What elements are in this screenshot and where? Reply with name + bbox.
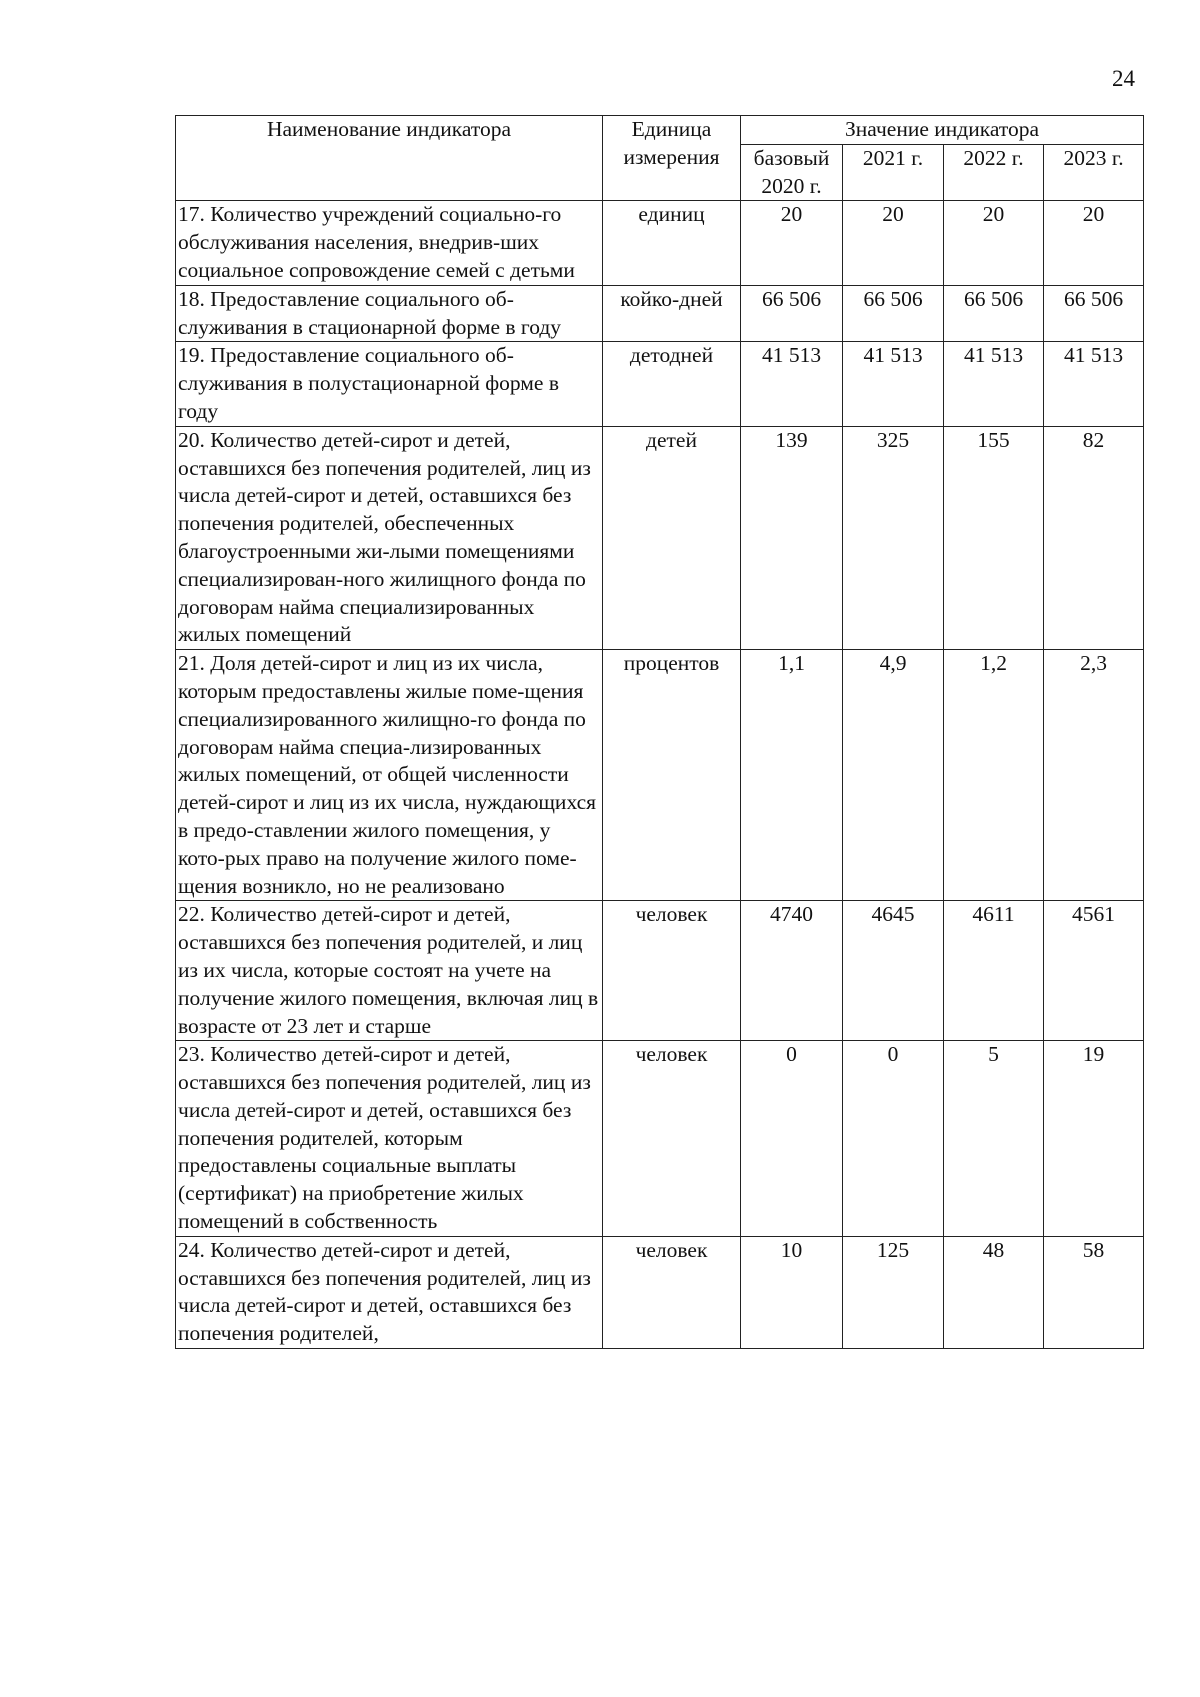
value-2022: 41 513	[944, 342, 1044, 426]
value-base: 139	[741, 426, 843, 649]
table-row	[176, 1236, 1144, 1348]
value-2022: 1,2	[944, 650, 1044, 901]
header-unit: Единица измерения	[603, 116, 741, 201]
table-row	[176, 901, 1144, 1041]
header-indicator-value: Значение индикатора	[741, 116, 1144, 145]
value-base: 20	[741, 201, 843, 285]
indicator-name: 22. Количество детей-сирот и детей, оставшихся без попечения родителей, и лиц из их числа, которые состоят на учете на получение жилого помещения, включая лиц в возрасте от 23 лет и старше	[176, 901, 603, 1041]
value-2022: 155	[944, 426, 1044, 649]
value-base: 66 506	[741, 285, 843, 342]
value-2023: 4561	[1044, 901, 1144, 1041]
header-year-2023: 2023 г.	[1044, 144, 1144, 201]
value-2021: 125	[843, 1236, 944, 1348]
table-row	[176, 201, 1144, 285]
value-2022: 5	[944, 1041, 1044, 1237]
value-2023: 66 506	[1044, 285, 1144, 342]
value-2022: 48	[944, 1236, 1044, 1348]
value-2021: 0	[843, 1041, 944, 1237]
value-2021: 41 513	[843, 342, 944, 426]
value-base: 0	[741, 1041, 843, 1237]
indicator-unit: человек	[603, 1236, 741, 1348]
value-2023: 82	[1044, 426, 1144, 649]
value-2021: 66 506	[843, 285, 944, 342]
indicator-unit: процентов	[603, 650, 741, 901]
header-year-2021: 2021 г.	[843, 144, 944, 201]
header-indicator-name: Наименование индикатора	[176, 116, 603, 201]
value-2023: 58	[1044, 1236, 1144, 1348]
indicators-table	[175, 115, 1144, 1349]
value-2023: 20	[1044, 201, 1144, 285]
indicator-unit: койко-дней	[603, 285, 741, 342]
table-row	[176, 650, 1144, 901]
value-2022: 66 506	[944, 285, 1044, 342]
value-2023: 41 513	[1044, 342, 1144, 426]
indicator-unit: человек	[603, 1041, 741, 1237]
value-2021: 325	[843, 426, 944, 649]
value-2021: 4,9	[843, 650, 944, 901]
indicator-name: 18. Предоставление социального об-служивания в стационарной форме в году	[176, 285, 603, 342]
page-number: 24	[1112, 66, 1135, 91]
indicator-name: 20. Количество детей-сирот и детей, оставшихся без попечения родителей, лиц из числа детей-сирот и детей, оставшихся без попечения родителей, обеспеченных благоустроенными жи-лыми помещениями специализирован-ного жилищного фонда по договорам найма специализированных жилых помещений	[176, 426, 603, 649]
header-year-base: базовый 2020 г.	[741, 144, 843, 201]
table-header-row	[176, 116, 1144, 145]
indicator-name: 19. Предоставление социального об-служивания в полустационарной форме в году	[176, 342, 603, 426]
table-row	[176, 426, 1144, 649]
header-year-2022: 2022 г.	[944, 144, 1044, 201]
indicator-unit: человек	[603, 901, 741, 1041]
indicator-name: 21. Доля детей-сирот и лиц из их числа, которым предоставлены жилые поме-щения специализированного жилищно-го фонда по договорам найма специа-лизированных жилых помещений, от общей численности детей-сирот и лиц из их числа, нуждающихся в предо-ставлении жилого помещения, у кото-рых право на получение жилого поме-щения возникло, но не реализовано	[176, 650, 603, 901]
value-2021: 4645	[843, 901, 944, 1041]
value-2022: 20	[944, 201, 1044, 285]
value-2023: 2,3	[1044, 650, 1144, 901]
value-base: 41 513	[741, 342, 843, 426]
table-row	[176, 1041, 1144, 1237]
indicator-name: 24. Количество детей-сирот и детей, оставшихся без попечения родителей, лиц из числа детей-сирот и детей, оставшихся без попечения родителей,	[176, 1236, 603, 1348]
value-base: 4740	[741, 901, 843, 1041]
indicator-unit: детей	[603, 426, 741, 649]
value-base: 1,1	[741, 650, 843, 901]
indicator-name: 23. Количество детей-сирот и детей, оставшихся без попечения родителей, лиц из числа детей-сирот и детей, оставшихся без попечения родителей, которым предоставлены социальные выплаты (сертификат) на приобретение жилых помещений в собственность	[176, 1041, 603, 1237]
indicator-unit: единиц	[603, 201, 741, 285]
indicator-name: 17. Количество учреждений социально-го обслуживания населения, внедрив-ших социальное сопровождение семей с детьми	[176, 201, 603, 285]
table-row	[176, 342, 1144, 426]
value-2022: 4611	[944, 901, 1044, 1041]
value-2021: 20	[843, 201, 944, 285]
value-2023: 19	[1044, 1041, 1144, 1237]
table-row	[176, 285, 1144, 342]
indicator-unit: детодней	[603, 342, 741, 426]
value-base: 10	[741, 1236, 843, 1348]
